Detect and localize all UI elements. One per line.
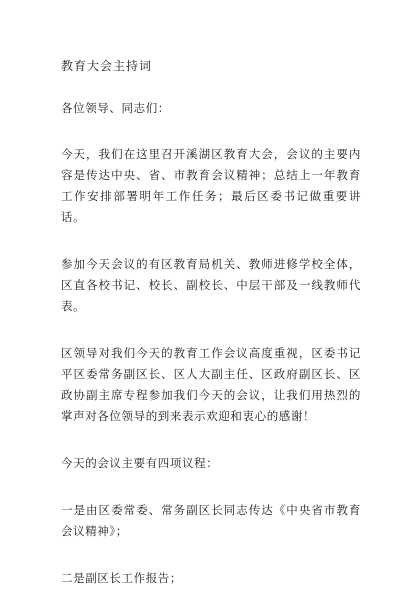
paragraph-agenda-item-2: 二是副区长工作报告；: [61, 571, 182, 585]
paragraph-agenda-item-1: 一是由区委常委、常务副区长同志传达《中央省市教育会议精神》；: [61, 503, 361, 538]
document-body: [61, 58, 361, 615]
paragraph-welcome: 区领导对我们今天的教育工作会议高度重视，区委书记平区委常务副区长、区人大副主任、区政府副区长、区政协副主席专程参加我们今天的会议，让我们用热烈的掌声对各位领导的到来表示欢迎和衷心的感谢！: [61, 346, 361, 423]
paragraph-attendees: 参加今天会议的有区教育局机关、教师进修学校全体，区直各校书记、校长、副校长、中层干部及一线教师代表。: [61, 257, 361, 313]
paragraph-opening: 今天，我们在这里召开溪湖区教育大会，会议的主要内容是传达中央、省、市教育会议精神；总结上一年教育工作安排部署明年工作任务；最后区委书记做重要讲话。: [61, 147, 361, 224]
document-title: 教育大会主持词: [61, 59, 153, 73]
paragraph-salutation: 各位领导、同志们：: [61, 101, 170, 115]
paragraph-agenda-intro: 今天的会议主要有四项议程：: [61, 456, 219, 470]
